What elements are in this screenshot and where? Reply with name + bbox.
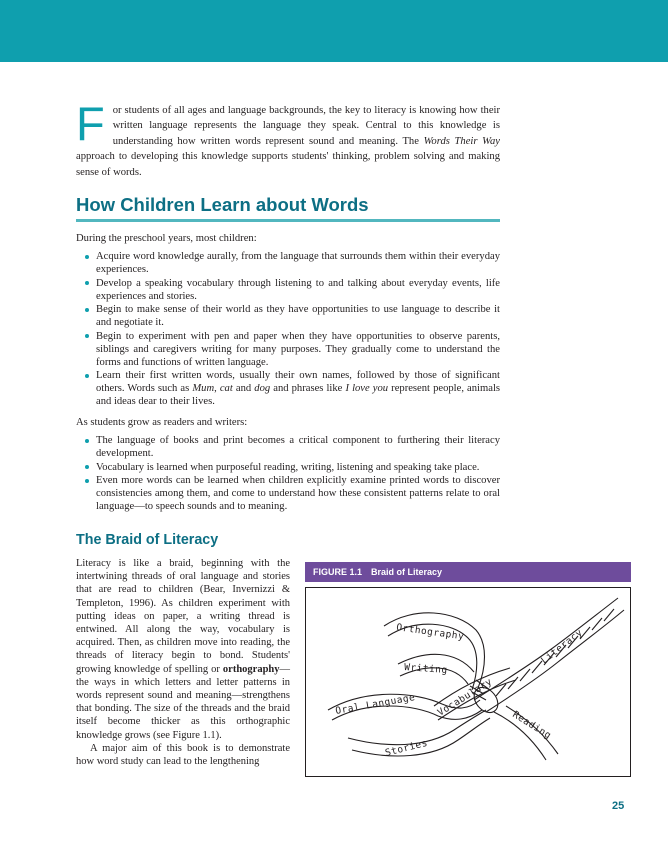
- section-heading-how-children-learn: How Children Learn about Words: [76, 193, 500, 222]
- growing-lead: As students grow as readers and writers:: [76, 417, 248, 428]
- label-orthography: Orthography: [395, 622, 465, 643]
- top-banner: [0, 0, 668, 62]
- orthography-term: orthography: [222, 663, 280, 675]
- drop-cap: F: [76, 97, 105, 150]
- list-item: Acquire word knowledge aurally, from the language that surrounds them within their everyday experiences.: [96, 251, 500, 275]
- figure-header: [305, 562, 631, 582]
- label-stories: Stories: [384, 737, 429, 759]
- intro-paragraph: [76, 97, 500, 180]
- figure-braid-illustration: [305, 587, 631, 777]
- page-number: 25: [612, 800, 625, 812]
- label-writing: Writing: [403, 662, 448, 677]
- label-vocabulary: Vocabulary: [435, 676, 495, 719]
- label-reading: Reading: [510, 709, 554, 742]
- list-item: Vocabulary is learned when purposeful reading, writing, listening and speaking take place.: [96, 461, 500, 474]
- list-item: Learn their first written words, usually their own names, followed by those of significant others. Words such as Mum, cat and dog and phrases like I love you represent people, animals and ideas dear to their lives.: [96, 370, 501, 408]
- intro-text-a: or students of all ages and language backgrounds, the key to literacy is knowing how their written language represents the language they speak. Central to this knowledge is understanding how written words represent sound and meaning. The: [112, 105, 500, 147]
- preschool-lead: During the preschool years, most children:: [76, 233, 257, 244]
- intro-text-b: approach to developing this knowledge supports students' thinking, problem solving and making sense of words.: [76, 151, 500, 178]
- figure-number: FIGURE 1.1: [313, 567, 363, 577]
- preschool-list: [76, 250, 500, 408]
- braid-drawing: [306, 588, 630, 776]
- label-literacy: Literacy: [539, 627, 586, 667]
- braid-rope-edge: [486, 610, 624, 712]
- label-oral-language: Oral Language: [334, 692, 417, 717]
- list-item: Even more words can be learned when children explicitly examine printed words to discover consistencies among them, and come to understand how these consistent patterns relate to oral language—to speech sounds and to meaning.: [96, 475, 500, 513]
- list-item: Begin to experiment with pen and paper when they have opportunities to observe parents, siblings and caregivers writing for many purposes. They gradually come to understand the forms and functions of written language.: [96, 330, 500, 368]
- list-item: Begin to make sense of their world as they have opportunities to use language to describe it and negotiate it.: [96, 304, 500, 329]
- growing-readers-section: [76, 416, 500, 514]
- intro-title-italic: Words Their Way: [423, 135, 500, 147]
- braid-rope-edge: [474, 598, 618, 700]
- list-item: Develop a speaking vocabulary through listening to and talking about everyday events, life experiences and stories.: [96, 277, 500, 302]
- section-heading-braid: The Braid of Literacy: [76, 532, 219, 548]
- list-item: The language of books and print becomes a critical component to furthering their literacy development.: [96, 435, 500, 459]
- figure-title: Braid of Literacy: [371, 567, 443, 577]
- preschool-section: [76, 232, 500, 409]
- braid-body-text: [76, 557, 290, 768]
- braid-paragraph-1: Literacy is like a braid, beginning with the intertwining threads of oral language and stories that are read to children (Bear, Invernizzi & Templeton, 1996). As children experiment with putting ideas on paper, a writing thread is entwined. All along the way, vocabulary is acquired. Then, as children move into reading, the threads of literacy begin to bond. Students' growing knowledge of spelling or orthography—the ways in which letters and letter patterns in words represent sound and meaning—strengthens that bonding. The size of the threads and the braid itself become thicker as this orthographic knowledge grows (see Figure 1.1).: [76, 558, 290, 741]
- growing-list: [76, 434, 500, 513]
- braid-paragraph-2: A major aim of this book is to demonstrate how word study can lead to the lengthening: [76, 742, 290, 768]
